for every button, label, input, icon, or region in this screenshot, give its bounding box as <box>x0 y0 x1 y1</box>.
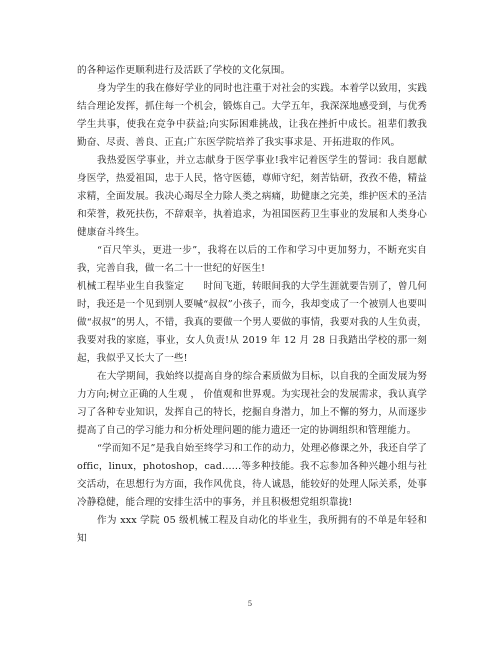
paragraph-2: 身为学生的我在修好学业的同时也注重于对社会的实践。本着学以致用，实践结合理论发挥，抓住每一个机会，锻炼自己。大学五年，我深深地感受到，与优秀学生共事，使我在竞争中获益;向实际困难挑战，让我在挫折中成长。祖辈们教我勤奋、尽责、善良、正直;广东医学院培养了我实事求是、开拓进取的作风。 <box>77 83 427 148</box>
paragraph-8: 作为 xxx 学院 05 级机械工程及自动化的毕业生，我所拥有的不单是年轻和知 <box>77 515 427 544</box>
paragraph-1: 的各种运作更顺利进行及活跃了学校的文化氛围。 <box>77 65 291 76</box>
paragraph-4: “百尺竿头，更进一步”，我将在以后的工作和学习中更加努力，不断充实自我，完善自我，做一名二十一世纪的好医生! <box>77 245 427 274</box>
paragraph-7: “学而知不足”是我自始至终学习和工作的动力，处理必修课之外，我还自学了 offic，linux，photoshop，cad……等多种技能。我不忘参加各种兴趣小组与社交活动，在思想行为方面，我作风优良，待人诚恳，能较好的处理人际关系，处事冷静稳健，能合理的安排生活中的事务，并且积极想党组织靠拢! <box>77 443 427 508</box>
paragraph-3: 我热爱医学事业，并立志献身于医学事业!我牢记着医学生的誓词：我自愿献身医学，热爱祖国，忠于人民，恪守医德，尊师守纪，刻苦钻研，孜孜不倦，精益求精，全面发展。我决心竭尽全力除人类之病痛，助健康之完美，维护医术的圣洁和荣誉，救死扶伤，不辞艰辛，执着追求，为祖国医药卫生事业的发展和人类身心健康奋斗终生。 <box>77 155 427 238</box>
page-number: 5 <box>247 600 253 608</box>
paragraph-5: 机械工程毕业生自我鉴定 时间飞逝，转眼间我的大学生涯就要告别了，曾几何时，我还是一个见到别人要喊“叔叔”小孩子，而今，我却变成了一个被别人也要叫做“叔叔”的男人，不错，我真的要做一个男人要做的事情，我要对我的人生负责，我要对我的家庭，事业，女人负责!从 2019 年 12 月 28 日我踏出学校的那一刻起，我似乎又长大了一些! <box>77 281 427 364</box>
document-body <box>77 62 427 548</box>
paragraph-6: 在大学期间，我始终以提高自身的综合素质做为目标，以自我的全面发展为努力方向;树立正确的人生观 ， 价值观和世界观。为实现社会的发展需求，我认真学习了各种专业知识，发挥自己的特长，挖掘自身潜力，加上不懈的努力，从而逐步提高了自己的学习能力和分析处理问题的能力遗还一定的协调组织和管理能力。 <box>77 371 427 436</box>
